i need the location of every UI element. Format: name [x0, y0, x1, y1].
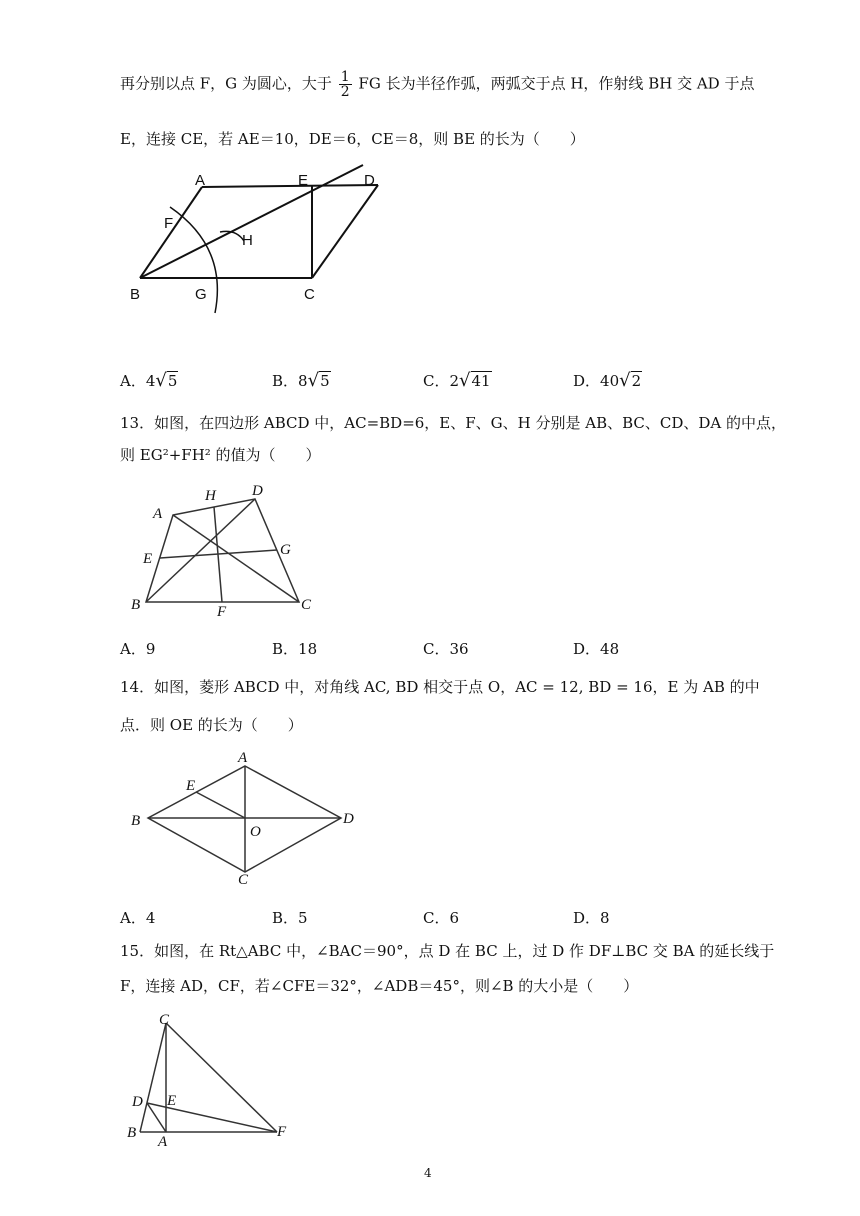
q13-option-d: D．48 — [573, 640, 620, 658]
q13-figure — [125, 482, 325, 622]
q13-option-a: A．9 — [120, 640, 156, 658]
q12-label-D: D — [364, 172, 375, 189]
q15-line-1: 15．如图，在 Rt△ABC 中，∠BAC＝90°，点 D 在 BC 上，过 D 作 DF⊥BC 交 BA 的延长线于 — [120, 942, 775, 960]
q12-text-b: FG 长为半径作弧，两弧交于点 H，作射线 BH 交 AD 于点 — [358, 74, 755, 93]
q12-label-C: C — [304, 286, 315, 303]
q14-label-C: C — [238, 872, 249, 888]
q13-label-C: C — [301, 597, 312, 613]
q13-line-1: 13．如图，在四边形 ABCD 中，AC=BD=6，E、F、G、H 分别是 AB、BC、CD、DA 的中点， — [120, 414, 787, 432]
q14-label-E: E — [186, 778, 196, 794]
q12-label-E: E — [298, 172, 309, 189]
q12-option-b-sqrt: √5 — [307, 370, 330, 391]
q12-figure — [120, 155, 400, 320]
q12-option-c-radicand: 41 — [471, 372, 491, 390]
q12-option-c — [423, 370, 492, 391]
q14-option-a: A．4 — [120, 909, 156, 927]
q15-figure — [122, 1008, 302, 1148]
q13-label-A: A — [153, 506, 163, 522]
q12-label-B: B — [130, 286, 141, 303]
q13-label-B: B — [131, 597, 141, 613]
q14-option-c: C．6 — [423, 909, 460, 927]
q15-line-2: F，连接 AD，CF，若∠CFE＝32°，∠ADB＝45°，则∠B 的大小是（ ） — [120, 977, 639, 995]
q12-option-b — [272, 370, 331, 391]
q12-option-d-sqrt: √2 — [619, 370, 642, 391]
q12-fraction-denominator: 2 — [340, 84, 350, 100]
q12-text-a: 再分别以点 F，G 为圆心，大于 — [120, 74, 332, 93]
q14-label-D: D — [343, 811, 354, 827]
q12-option-d — [573, 370, 642, 391]
q13-option-b: B．18 — [272, 640, 318, 658]
q12-option-a — [120, 370, 178, 391]
q14-label-O: O — [250, 824, 261, 840]
q14-line-1: 14．如图，菱形 ABCD 中，对角线 AC, BD 相交于点 O，AC = 12, BD = 16，E 为 AB 的中 — [120, 678, 760, 696]
q12-option-b-radicand: 5 — [320, 372, 330, 390]
q14-figure — [128, 748, 368, 888]
q12-option-c-letter: C． — [423, 372, 450, 390]
q15-label-F: F — [277, 1124, 287, 1140]
q12-option-d-radicand: 2 — [631, 372, 642, 390]
q13-option-c: C．36 — [423, 640, 469, 658]
q12-option-d-coef: 40 — [600, 372, 620, 390]
q15-label-C: C — [159, 1012, 170, 1028]
q12-label-F: F — [164, 215, 174, 232]
q15-label-A: A — [158, 1134, 168, 1150]
page-number: 4 — [424, 1166, 432, 1180]
q12-line-2: E，连接 CE，若 AE＝10，DE＝6，CE＝8，则 BE 的长为（ ） — [120, 130, 585, 148]
q12-option-d-letter: D． — [573, 372, 601, 390]
q12-fraction — [339, 70, 352, 99]
q12-line-1 — [120, 70, 754, 99]
q12-label-G: G — [195, 286, 207, 303]
q12-fraction-numerator: 1 — [340, 69, 350, 85]
q12-option-a-letter: A． — [120, 372, 146, 390]
q13-label-H: H — [205, 488, 216, 504]
q15-label-B: B — [127, 1125, 137, 1141]
q15-label-E: E — [167, 1093, 177, 1109]
q12-option-a-sqrt: √5 — [155, 370, 178, 391]
q14-label-A: A — [238, 750, 248, 766]
q12-label-H: H — [242, 232, 253, 249]
q14-option-d: D．8 — [573, 909, 610, 927]
q12-option-a-coef: 4 — [145, 372, 156, 390]
q13-label-F: F — [217, 604, 227, 620]
q12-option-b-coef: 8 — [298, 372, 308, 390]
q12-option-b-letter: B． — [272, 372, 299, 390]
q13-line-2: 则 EG²+FH² 的值为（ ） — [120, 446, 321, 464]
q13-label-D: D — [252, 483, 263, 499]
q12-option-c-sqrt: √41 — [459, 370, 491, 391]
q13-label-G: G — [280, 542, 291, 558]
q14-line-2: 点．则 OE 的长为（ ） — [120, 716, 303, 734]
q13-label-E: E — [143, 551, 153, 567]
q15-label-D: D — [132, 1094, 143, 1110]
q12-option-c-coef: 2 — [449, 372, 460, 390]
q12-option-a-radicand: 5 — [167, 372, 178, 390]
q12-label-A: A — [195, 172, 206, 189]
q14-option-b: B．5 — [272, 909, 308, 927]
q14-label-B: B — [131, 813, 141, 829]
